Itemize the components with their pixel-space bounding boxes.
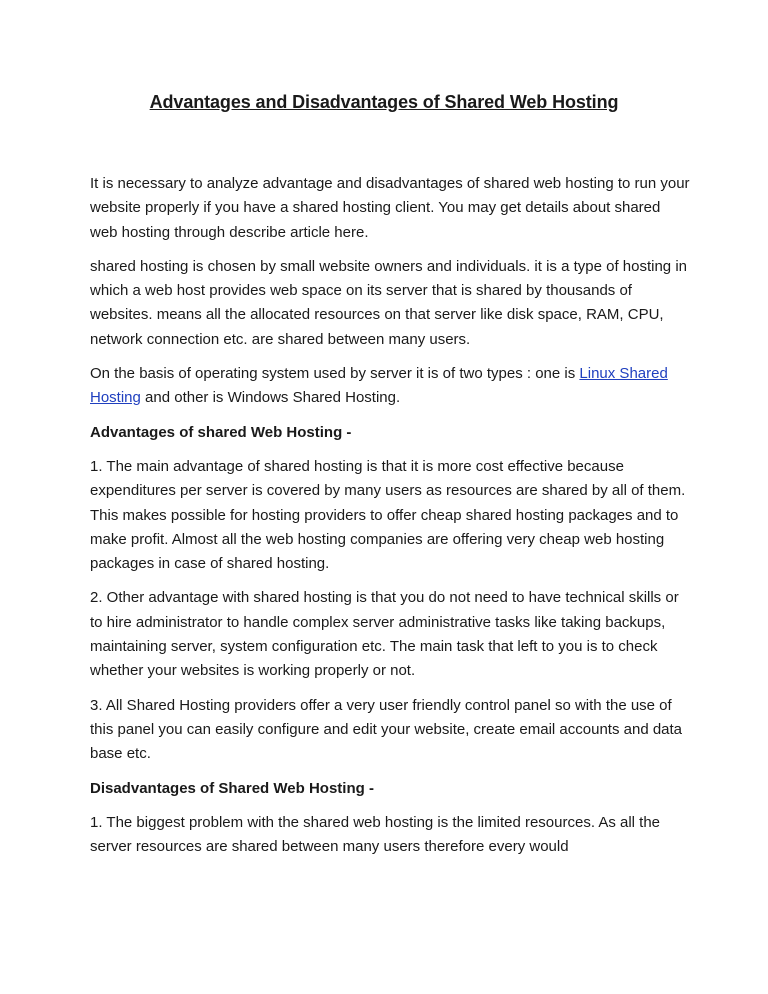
advantage-item-3: 3. All Shared Hosting providers offer a very user friendly control panel so with the use of this panel you can easily configure and edit your website, create email accounts and data base etc. (90, 696, 683, 763)
types-text-after-link: and other is Windows Shared Hosting. (140, 389, 401, 407)
advantage-item-2: 2. Other advantage with shared hosting is that you do not need to have technical skills or to hire administrator to handle complex server administrative tasks like taking backups, maintaining server, system configuration etc. The main task that left to you is to check whether your websites is working properly or not. (90, 589, 679, 680)
intro-paragraph: It is necessary to analyze advantage and disadvantages of shared web hosting to run your website properly if you have a shared hosting client. You may get details about shared web hosting through describe article here. (90, 175, 690, 241)
document-body (90, 172, 690, 869)
definition-paragraph: shared hosting is chosen by small website owners and individuals. it is a type of hosting in which a web host provides web space on its server that is shared by thousands of websites. means all the allocated resources on that server like disk space, RAM, CPU, network connection etc. are shared between many users. (90, 257, 687, 348)
document-title: Advantages and Disadvantages of Shared Web Hosting (149, 92, 619, 112)
disadvantage-item-1: 1. The biggest problem with the shared web hosting is the limited resources. As all the server resources are shared between many users therefore every would (90, 813, 661, 856)
types-paragraph (90, 362, 690, 411)
advantages-heading: Advantages of shared Web Hosting - (90, 423, 352, 441)
linux-shared-hosting-link[interactable]: Linux Shared Hosting (90, 365, 668, 407)
disadvantages-heading: Disadvantages of Shared Web Hosting - (90, 779, 374, 797)
advantage-item-1: 1. The main advantage of shared hosting is that it is more cost effective because expenditures per server is covered by many users as resources are shared by all of them. This makes possible for hosting providers to offer cheap shared hosting packages and to make profit. Almost all the web hosting companies are offering very cheap web hosting packages in case of shared hosting. (90, 457, 686, 573)
types-text-before-link: On the basis of operating system used by server it is of two types : one is (90, 365, 580, 383)
